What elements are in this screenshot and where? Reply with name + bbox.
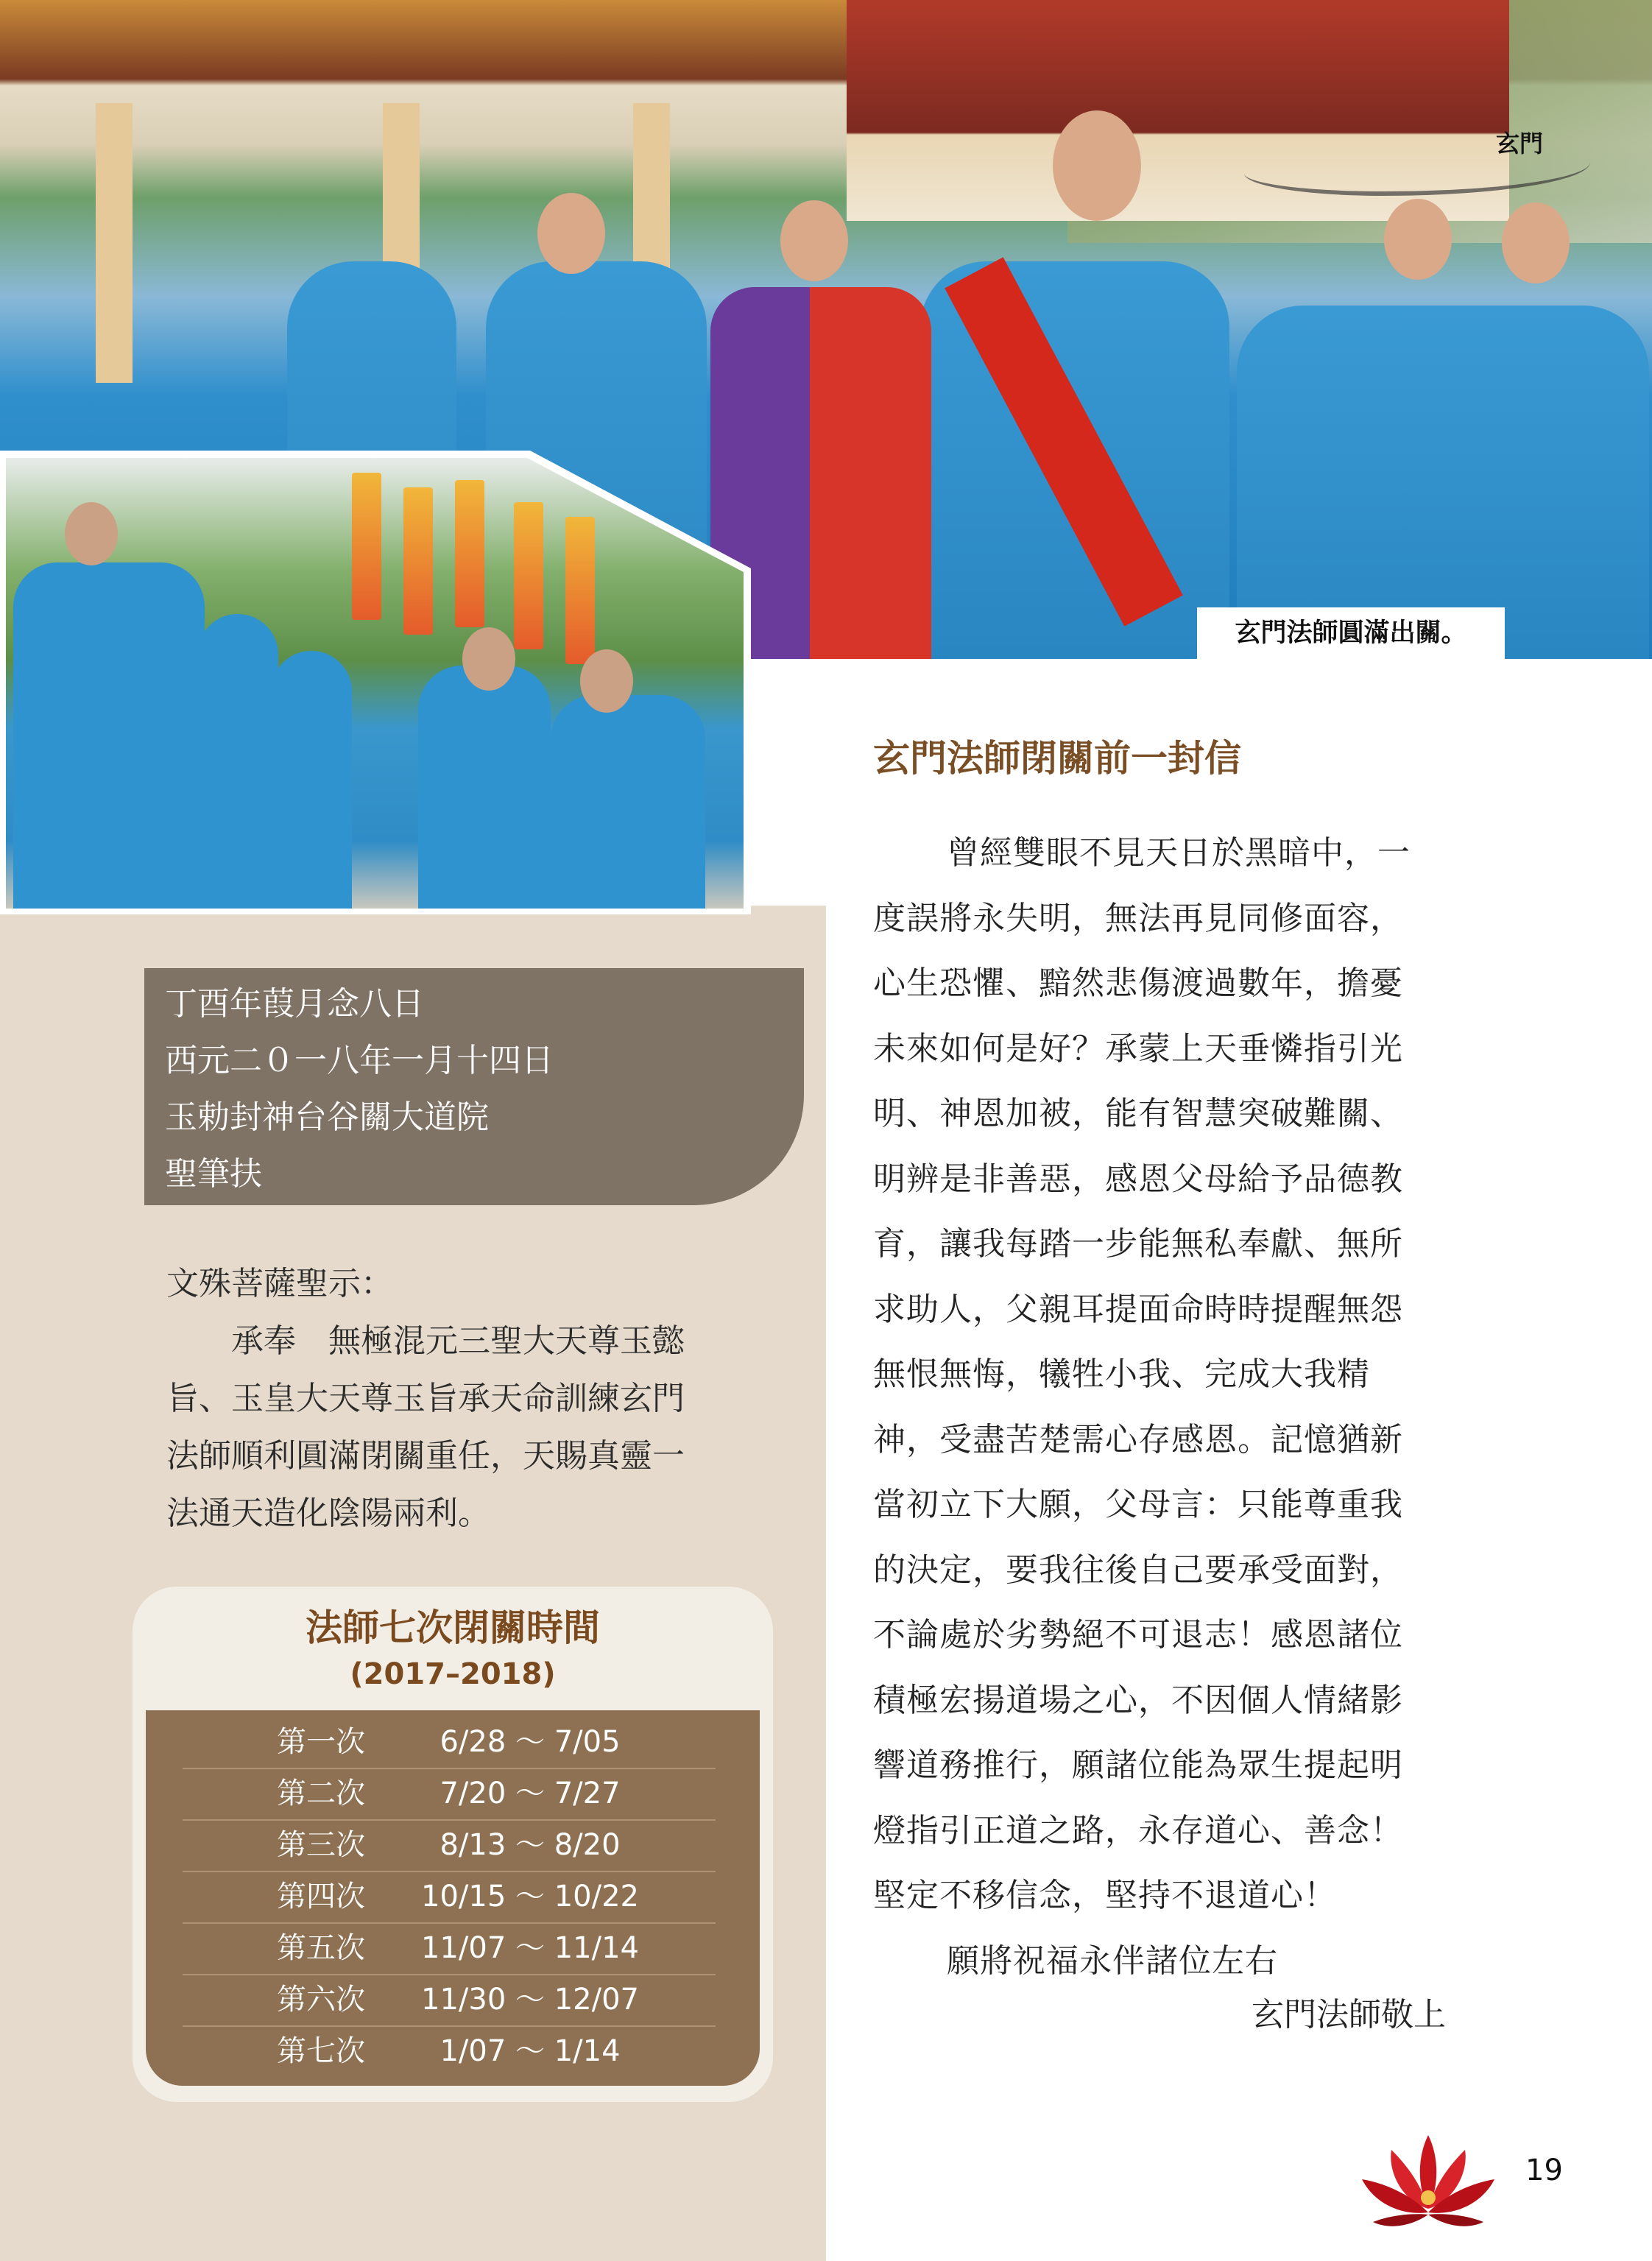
- photo-head: [1384, 199, 1452, 280]
- photo-head: [462, 627, 515, 691]
- photo-head: [780, 200, 848, 281]
- letter-body: [873, 821, 1536, 1994]
- photo-person: [271, 651, 352, 909]
- photo-flag: [352, 473, 381, 620]
- schedule-row-label: 第七次: [277, 2034, 365, 2068]
- schedule-row: [183, 1768, 716, 1821]
- photo-head: [65, 502, 118, 565]
- letter-line: 無恨無悔，犧牲小我、完成大我精: [873, 1355, 1370, 1393]
- retreat-schedule: [133, 1587, 773, 2102]
- decree-text: [166, 1255, 799, 1542]
- letter-line: 曾經雙眼不見天日於黑暗中，一: [947, 834, 1411, 872]
- letter-line: 度誤將永失明，無法再見同修面容，: [873, 899, 1403, 937]
- decree-line: 法通天造化陰陽兩利。: [166, 1495, 490, 1532]
- letter-line: 育，讓我每踏一步能無私奉獻、無所: [873, 1225, 1403, 1263]
- letter-line: 未來如何是好？承蒙上天垂憐指引光: [873, 1029, 1403, 1068]
- photo-flag: [403, 487, 433, 635]
- decree-line: 承奉 無極混元三聖大天尊玉懿: [166, 1322, 685, 1360]
- schedule-row-dates: 10/15 ～ 10/22: [421, 1880, 639, 1913]
- date-line: 玉勅封神台谷關大道院: [165, 1098, 489, 1136]
- inset-photo-frame: [0, 451, 751, 914]
- photo-pillar: [96, 103, 133, 383]
- schedule-row: [183, 2025, 716, 2077]
- letter-line: 堅定不移信念，堅持不退道心！: [873, 1877, 1337, 1914]
- inset-photo: [6, 458, 744, 909]
- schedule-row-label: 第一次: [277, 1725, 365, 1759]
- schedule-row-dates: 8/13 ～ 8/20: [440, 1828, 621, 1862]
- page-number: 19: [1525, 2154, 1563, 2187]
- letter-line: 求助人，父親耳提面命時時提醒無怨: [873, 1290, 1403, 1328]
- date-line: 西元二０一八年一月十四日: [165, 1042, 554, 1079]
- letter-line: 不論處於劣勢絕不可退志！感恩諸位: [873, 1616, 1403, 1654]
- schedule-row: [183, 1871, 716, 1924]
- date-box: [144, 968, 804, 1205]
- photo-person: [418, 666, 551, 909]
- decree-line: 文殊菩薩聖示：: [166, 1265, 393, 1302]
- photo-head: [1502, 202, 1570, 283]
- date-line: 聖筆扶: [165, 1155, 262, 1193]
- photo-person-group: [1237, 306, 1649, 659]
- photo-person: [13, 562, 205, 909]
- photo-head: [1053, 110, 1141, 221]
- photo-person: [197, 614, 278, 909]
- schedule-row-label: 第六次: [277, 1983, 365, 2017]
- schedule-row-dates: 1/07 ～ 1/14: [440, 2034, 621, 2068]
- decree-line: 法師順利圓滿閉關重任，天賜真靈一: [166, 1437, 685, 1475]
- date-line: 丁酉年葭月念八日: [165, 985, 424, 1023]
- schedule-row: [183, 1922, 716, 1975]
- lotus-icon: [1358, 2120, 1498, 2231]
- letter-title: 玄門法師閉關前一封信: [873, 737, 1241, 780]
- letter-line: 神，受盡苦楚需心存感恩。記憶猶新: [873, 1420, 1403, 1458]
- schedule-row-dates: 11/30 ～ 12/07: [421, 1983, 639, 2017]
- letter-line: 願將祝福永伴諸位左右: [947, 1941, 1278, 1980]
- letter-line: 當初立下大願，父母言：只能尊重我: [873, 1486, 1403, 1523]
- schedule-row-dates: 7/20 ～ 7/27: [440, 1777, 621, 1810]
- photo-flag: [565, 517, 595, 664]
- letter-line: 響道務推行，願諸位能為眾生提起明: [873, 1746, 1403, 1784]
- schedule-row-label: 第三次: [277, 1828, 365, 1862]
- schedule-row-label: 第二次: [277, 1777, 365, 1810]
- photo-flag: [455, 480, 484, 627]
- schedule-row: [183, 1819, 716, 1872]
- schedule-row-label: 第五次: [277, 1931, 365, 1965]
- photo-person: [551, 695, 705, 909]
- letter-line: 心生恐懼、黯然悲傷渡過數年，擔憂: [873, 964, 1403, 1002]
- schedule-row-dates: 11/07 ～ 11/14: [421, 1931, 639, 1965]
- decree-line: 旨、玉皇大天尊玉旨承天命訓練玄門: [166, 1380, 685, 1417]
- schedule-table: [146, 1710, 760, 2086]
- letter-line: 的決定，要我往後自己要承受面對，: [873, 1551, 1403, 1589]
- photo-flag: [514, 502, 543, 649]
- schedule-row-label: 第四次: [277, 1880, 365, 1913]
- schedule-row: [183, 1716, 716, 1769]
- schedule-row: [183, 1974, 716, 2027]
- schedule-title: 法師七次閉關時間: [306, 1606, 600, 1649]
- letter-line: 燈指引正道之路，永存道心、善念！: [873, 1811, 1403, 1849]
- letter-line: 明、神恩加被，能有智慧突破難關、: [873, 1095, 1403, 1132]
- letter-signature: 玄門法師敬上: [1252, 1996, 1446, 2034]
- letter-line: 明辨是非善惡，感恩父母給予品德教: [873, 1160, 1403, 1198]
- photo-head: [580, 649, 633, 713]
- corner-label: 玄門: [1496, 130, 1544, 158]
- letter-line: 積極宏揚道場之心，不因個人情緒影: [873, 1681, 1403, 1719]
- photo-caption: 玄門法師圓滿出關。: [1197, 607, 1505, 659]
- photo-head: [537, 193, 605, 274]
- schedule-subtitle: (2017–2018): [350, 1657, 556, 1691]
- schedule-row-dates: 6/28 ～ 7/05: [440, 1725, 621, 1759]
